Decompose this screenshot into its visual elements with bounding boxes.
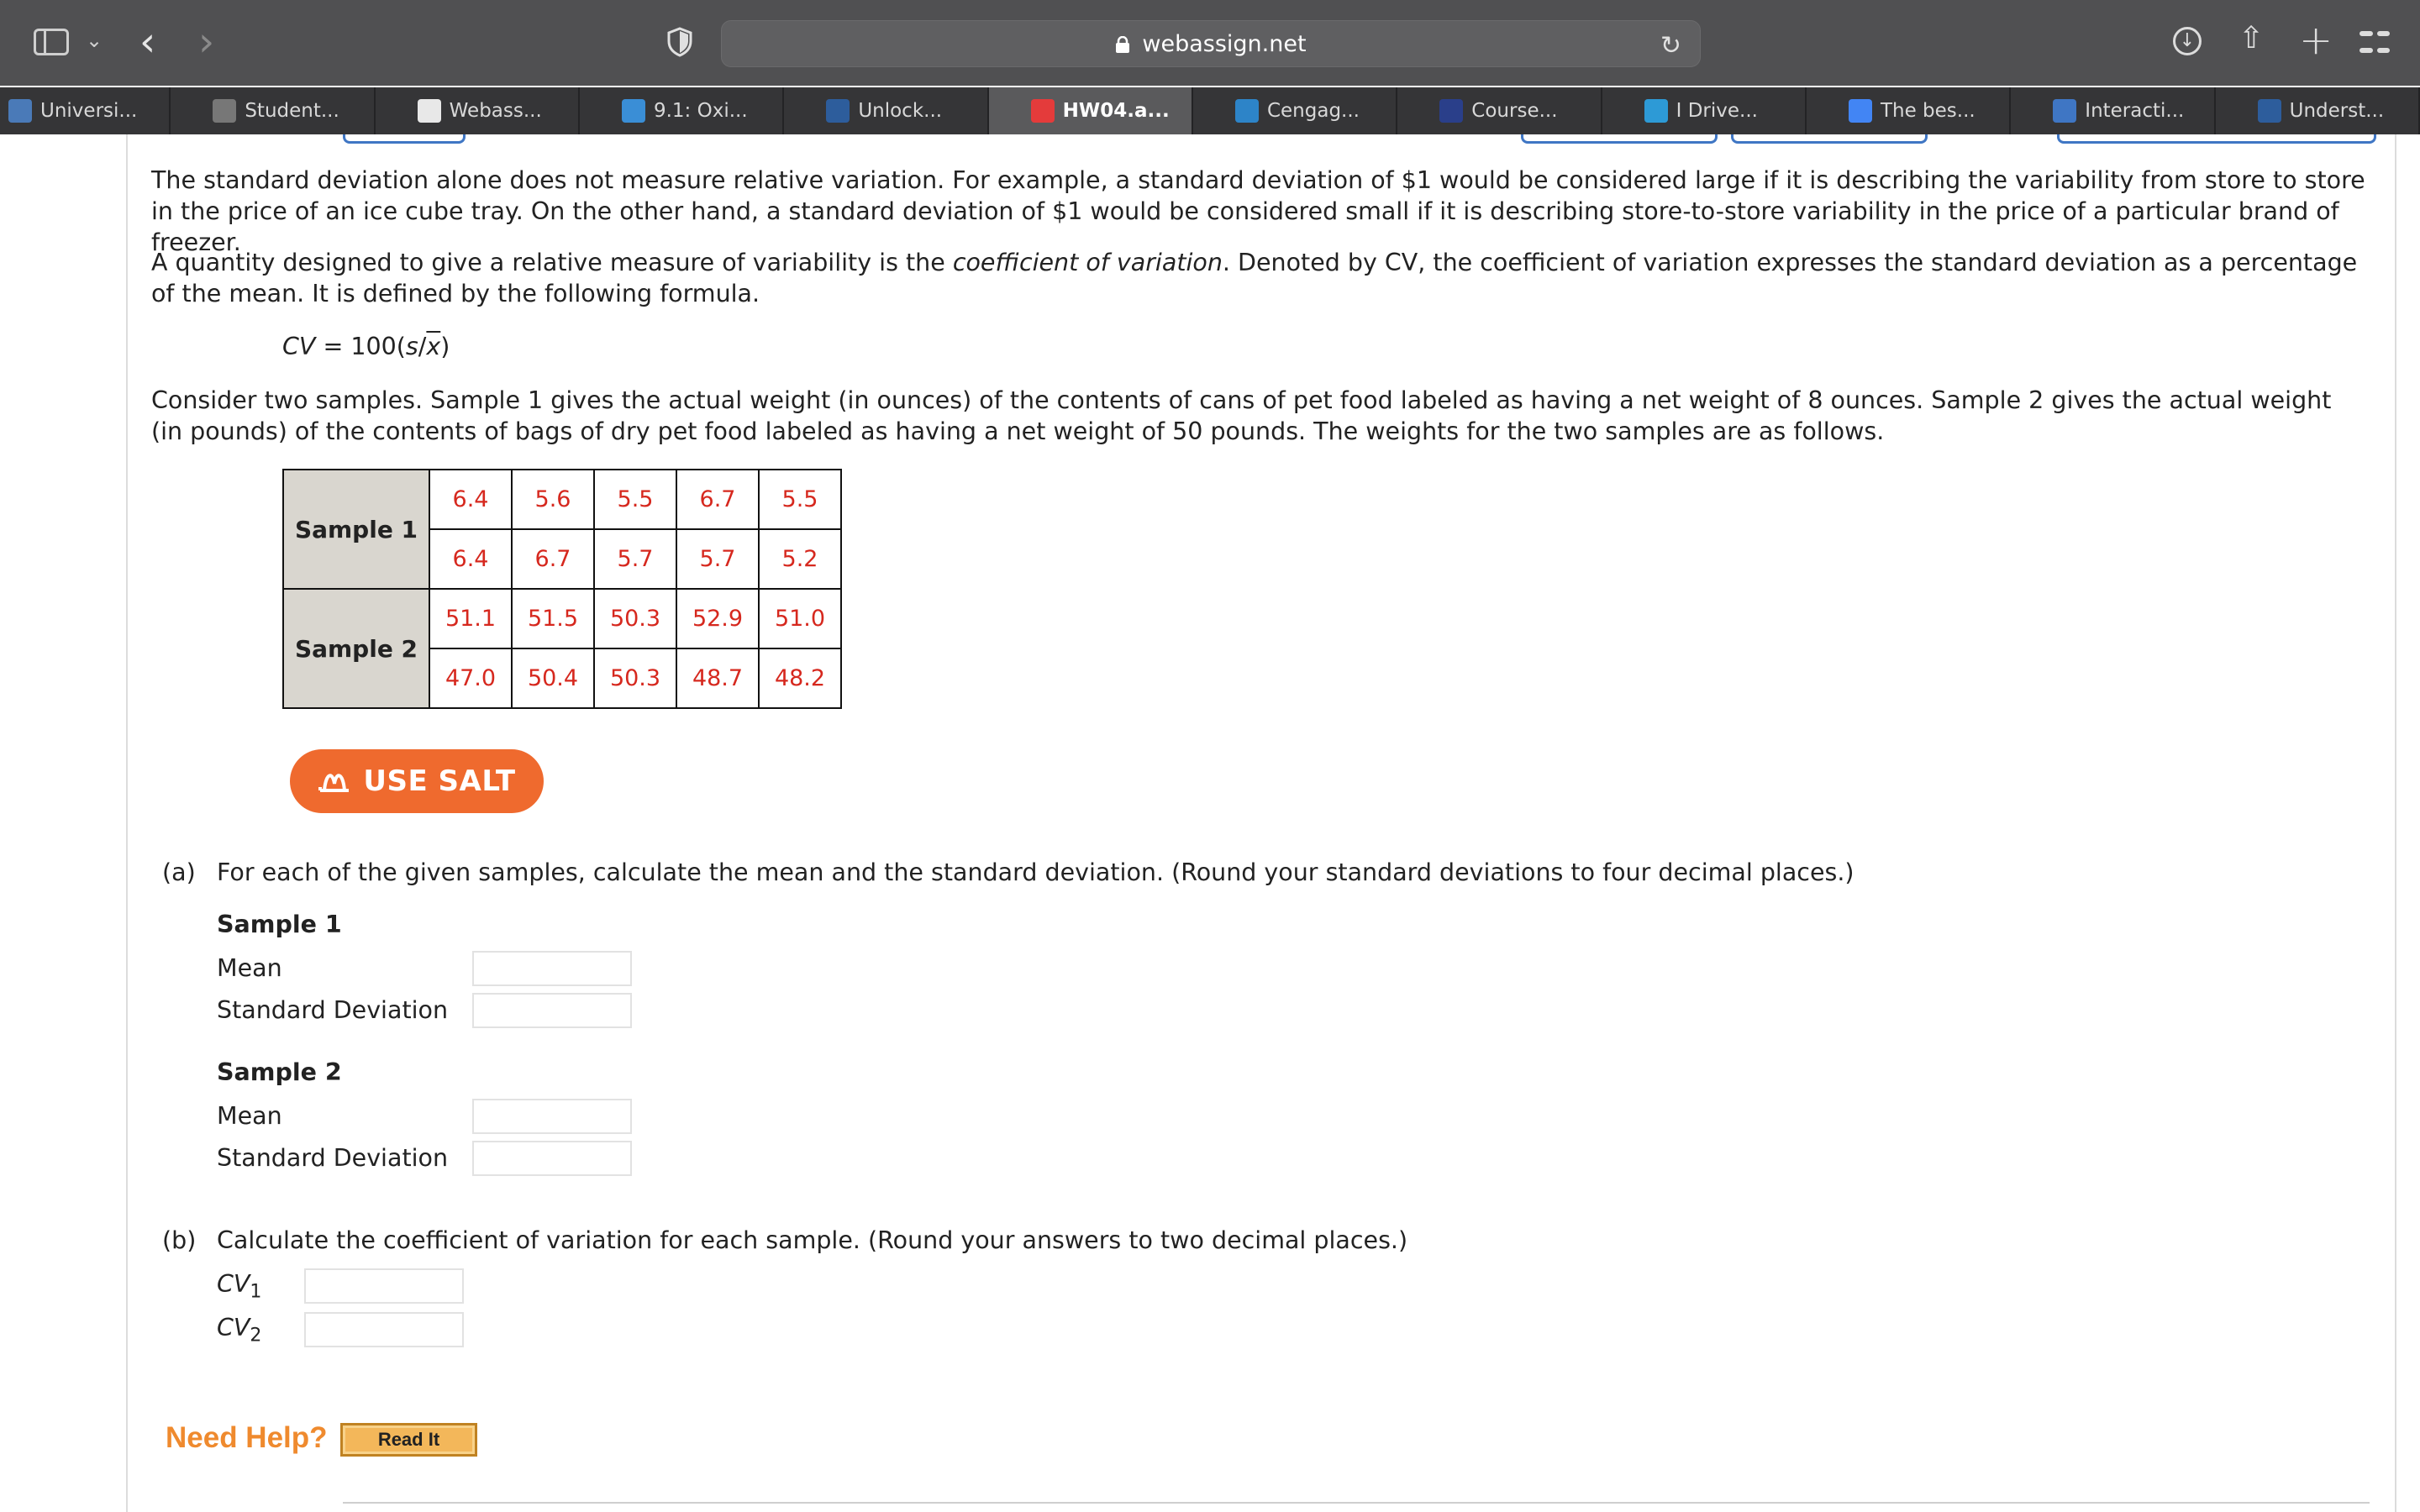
cv1-label-text: CV <box>217 1270 250 1298</box>
sample1-sd-label: Standard Deviation <box>217 996 449 1024</box>
sample1-sd-input[interactable] <box>472 993 632 1028</box>
sample-1-value-cell: 6.4 <box>429 529 512 589</box>
browser-tab-label: Student... <box>245 100 339 122</box>
google-favicon <box>1849 99 1872 123</box>
sample-2-row <box>283 589 841 648</box>
part-a-sample1-heading: Sample 1 <box>217 911 342 938</box>
sample-1-value-cell: 5.6 <box>512 470 594 529</box>
sample-1-row <box>283 470 841 529</box>
sample-1-value-cell: 5.7 <box>676 529 759 589</box>
browser-tab[interactable] <box>1397 87 1602 134</box>
sample-2-value-cell: 51.0 <box>759 589 841 648</box>
read-it-button[interactable]: Read It <box>340 1423 477 1457</box>
part-b-tag: (b) <box>162 1226 197 1254</box>
star-favicon <box>1439 99 1463 123</box>
sample-2-value-cell: 48.7 <box>676 648 759 708</box>
cv1-input[interactable] <box>304 1268 464 1304</box>
letter-a-favicon <box>213 99 236 123</box>
browser-tab[interactable] <box>1602 87 1807 134</box>
download-icon[interactable]: ↓ <box>2173 27 2202 55</box>
page-nav-tab-edge <box>2057 134 2376 144</box>
sample-1-value-cell: 6.4 <box>429 470 512 529</box>
browser-tab-label: Interacti... <box>2085 100 2185 122</box>
browser-tab-label: 9.1: Oxi... <box>653 100 748 122</box>
divider <box>343 1502 2370 1504</box>
cv2-subscript: 2 <box>250 1325 262 1347</box>
lock-icon <box>1115 36 1130 53</box>
browser-toolbar <box>0 0 2420 86</box>
sample1-mean-label: Mean <box>217 954 282 982</box>
sample-1-value-cell: 5.2 <box>759 529 841 589</box>
circle-favicon <box>2258 99 2281 123</box>
forward-arrow-icon[interactable]: › <box>198 18 215 66</box>
browser-tab-label: Course... <box>1471 100 1558 122</box>
sample-1-row-header: Sample 1 <box>283 470 429 589</box>
salt-logo-icon <box>318 767 351 795</box>
browser-tab[interactable] <box>580 87 784 134</box>
salt-favicon <box>1235 99 1259 123</box>
privacy-shield-icon[interactable] <box>667 27 692 57</box>
browser-tab-label: Webass... <box>449 100 542 122</box>
share-icon[interactable]: ⇧ <box>2238 21 2265 55</box>
sample2-mean-label: Mean <box>217 1102 282 1130</box>
intro-p2-text-before: A quantity designed to give a relative measure of variability is the <box>151 249 953 276</box>
sample2-mean-input[interactable] <box>472 1099 632 1134</box>
sample-1-value-cell: 5.7 <box>594 529 676 589</box>
cv2-label <box>217 1314 261 1347</box>
page-frame <box>126 134 2396 1512</box>
coefficient-of-variation-term: coefficient of variation <box>952 249 1223 276</box>
cv2-input[interactable] <box>304 1312 464 1347</box>
use-salt-button[interactable] <box>290 749 544 813</box>
browser-tab[interactable] <box>0 87 171 134</box>
part-b-instructions: Calculate the coefficient of variation for each sample. (Round your answers to two decimal places.) <box>217 1226 1408 1254</box>
sample-1-value-cell: 5.5 <box>759 470 841 529</box>
formula-s: s <box>405 333 418 360</box>
page-nav-tab-edge <box>1521 134 1718 144</box>
browser-tab[interactable] <box>1807 87 2011 134</box>
tab-overview-icon[interactable] <box>2360 27 2390 57</box>
intro-paragraph-1: The standard deviation alone does not measure relative variation. For example, a standard deviation of $1 would be considered large if it is describing the variability from store to store in the price of an ice cube tray. On the other hand, a standard deviation of $1 would be considered small if it is describing store-to-store variability in the price of a particular brand of freezer. <box>151 166 2365 256</box>
sample-weights-table <box>282 469 842 709</box>
cv2-label-text: CV <box>217 1314 250 1341</box>
blackboard-favicon <box>418 99 441 123</box>
formula-cv: CV <box>282 333 316 360</box>
sample-1-value-cell: 5.5 <box>594 470 676 529</box>
formula-xbar: $\overline{x}$ <box>426 333 441 360</box>
sample2-sd-label: Standard Deviation <box>217 1144 449 1172</box>
cv1-label <box>217 1270 261 1303</box>
browser-tab-label: HW04.a... <box>1062 100 1170 122</box>
formula-equals: = 100( <box>315 333 406 360</box>
sample-2-value-cell: 50.3 <box>594 589 676 648</box>
university-favicon <box>8 99 32 123</box>
address-bar[interactable] <box>721 20 1701 67</box>
circle-favicon <box>826 99 850 123</box>
url-text: webassign.net <box>1142 30 1307 57</box>
sample-2-value-cell: 51.1 <box>429 589 512 648</box>
formula-slash: / <box>418 333 427 360</box>
webassign-favicon <box>1031 99 1055 123</box>
browser-tab-label: Cengag... <box>1266 100 1360 122</box>
back-arrow-icon[interactable]: ‹ <box>139 18 156 66</box>
browser-tab-label: The bes... <box>1880 100 1975 122</box>
browser-tab[interactable] <box>2216 87 2420 134</box>
sample-2-value-cell: 48.2 <box>759 648 841 708</box>
triangle-favicon <box>2053 99 2076 123</box>
sample1-mean-input[interactable] <box>472 951 632 986</box>
need-help-label: Need Help? <box>166 1421 328 1454</box>
browser-tab[interactable] <box>1193 87 1397 134</box>
part-a-instructions: For each of the given samples, calculate the mean and the standard deviation. (Round your standard deviations to four decimal places.) <box>217 858 1854 886</box>
sample-2-value-cell: 50.4 <box>512 648 594 708</box>
browser-tab[interactable] <box>376 87 580 134</box>
browser-tab[interactable] <box>2011 87 2215 134</box>
sample-2-value-cell: 47.0 <box>429 648 512 708</box>
tab-bar <box>0 87 2420 134</box>
intro-paragraph-3: Consider two samples. Sample 1 gives the actual weight (in ounces) of the contents of cans of pet food labeled as having a net weight of 8 ounces. Sample 2 gives the actual weight (in pounds) of the contents of bags of dry pet food labeled as having a net weight of 50 pounds. The weights for the two samples are as follows. <box>151 386 2332 445</box>
cv1-subscript: 1 <box>250 1281 262 1303</box>
drive-favicon <box>1644 99 1668 123</box>
reload-icon[interactable]: ↻ <box>1660 31 1681 60</box>
browser-tab[interactable] <box>989 87 1193 134</box>
cv-formula <box>282 331 450 362</box>
chevron-down-icon[interactable]: ⌄ <box>86 29 103 52</box>
use-salt-label: USE SALT <box>363 764 516 798</box>
part-a-tag: (a) <box>162 858 196 886</box>
sidebar-toggle-icon[interactable] <box>34 29 69 55</box>
sample-1-value-cell: 6.7 <box>676 470 759 529</box>
sample-2-value-cell: 51.5 <box>512 589 594 648</box>
formula-close: ) <box>440 333 450 360</box>
browser-tab[interactable] <box>784 87 988 134</box>
browser-tab[interactable] <box>171 87 375 134</box>
sample2-sd-input[interactable] <box>472 1141 632 1176</box>
browser-tab-label: I Drive... <box>1676 100 1758 122</box>
browser-tab-label: Underst... <box>2289 100 2385 122</box>
part-a-sample2-heading: Sample 2 <box>217 1058 342 1086</box>
page-nav-tab-edge <box>343 134 466 144</box>
browser-tab-label: Universi... <box>40 100 138 122</box>
new-tab-plus-icon[interactable]: + <box>2299 17 2333 64</box>
sample-2-value-cell: 52.9 <box>676 589 759 648</box>
browser-tab-label: Unlock... <box>858 100 943 122</box>
sample-1-value-cell: 6.7 <box>512 529 594 589</box>
intro-paragraph-2 <box>151 247 2370 309</box>
page-nav-tab-edge <box>1731 134 1928 144</box>
flask-favicon <box>622 99 645 123</box>
intro-p2-text-after: . Denoted by CV, the coefficient of variation expresses the standard deviation as a percentage of the mean. It is defined by the following formula. <box>151 249 2358 307</box>
sample-2-row-header: Sample 2 <box>283 589 429 708</box>
sample-2-value-cell: 50.3 <box>594 648 676 708</box>
